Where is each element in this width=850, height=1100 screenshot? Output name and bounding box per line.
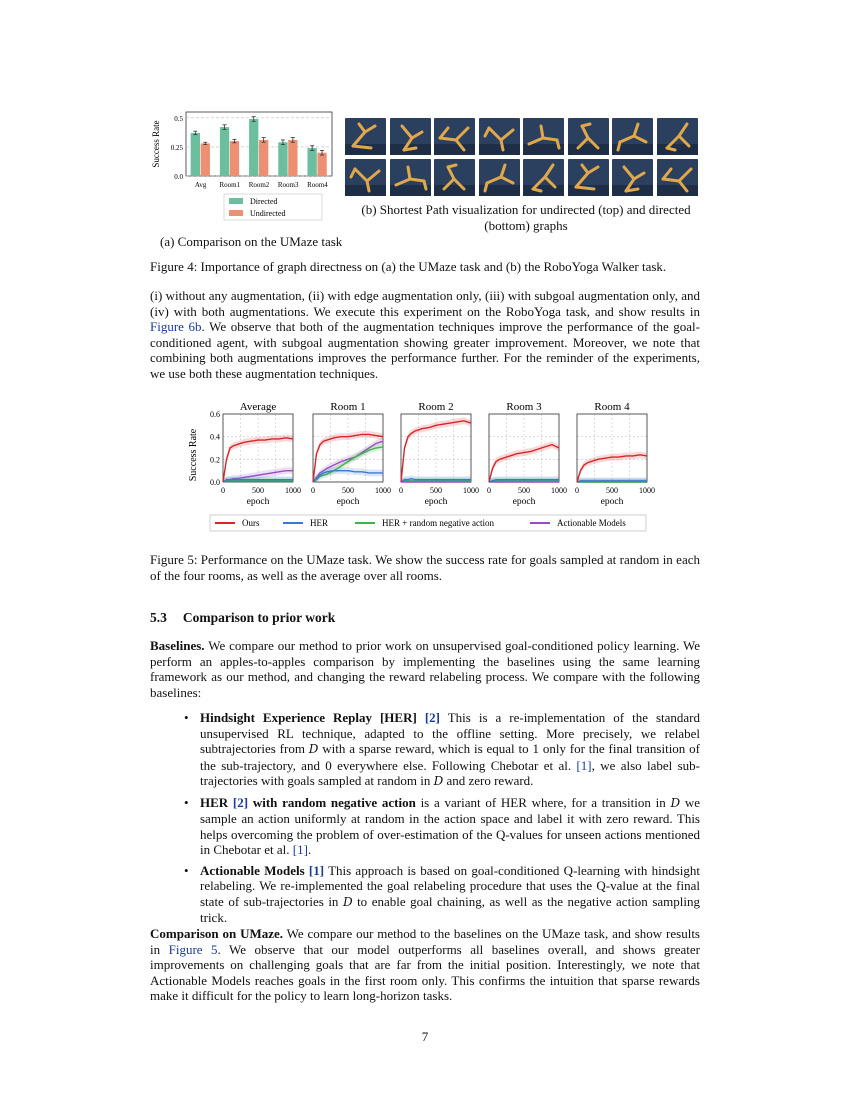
line-x-axis-label: epoch (424, 497, 448, 507)
walker-limb (353, 146, 371, 148)
dataset-symbol: D (433, 774, 444, 788)
comparison-lead: Comparison on UMaze. (150, 926, 284, 941)
ref-link-1[interactable]: [1] (576, 757, 592, 773)
bullet3-lead: Actionable Models (200, 862, 305, 878)
line-x-tick-label: 0 (311, 486, 315, 495)
comparison-text-1: We compare our method to the baselines on the UMaze task, and show results in (150, 926, 700, 957)
figure4b-caption-line2: (bottom) graphs (484, 217, 568, 233)
augmentation-paragraph (150, 288, 700, 381)
figure4a-caption: (a) Comparison on the UMaze task (160, 234, 343, 249)
line-panel-5 (575, 401, 655, 507)
walker-limb (408, 167, 410, 179)
line-panel-title: Room 3 (506, 401, 542, 413)
bar-x-tick-label: Room1 (219, 181, 241, 189)
line-x-tick-label: 500 (518, 486, 530, 495)
walker-limb (541, 126, 543, 138)
figure5-link[interactable]: Figure 5 (168, 941, 218, 957)
bar-y-tick-label: 0.0 (174, 173, 183, 181)
walker-limb (634, 124, 638, 136)
bullet2-lead-2: with random negative action (248, 794, 416, 810)
figure4b-caption (360, 202, 692, 233)
walker-limb (663, 169, 671, 179)
bar-undirected-avg (201, 143, 210, 176)
walker-figure (345, 159, 386, 196)
walker-limb (501, 165, 505, 177)
walker-frame-undirected-5 (523, 118, 564, 155)
figure4b-caption-line1: (b) Shortest Path visualization for undirected (top) and directed (361, 202, 691, 217)
figure5-caption: Figure 5: Performance on the UMaze task. We show the success rate for goals sampled at random in each of the four rooms, as well as the average over all rooms. (150, 552, 700, 583)
walker-limb (501, 177, 513, 183)
line-x-tick-label: 1000 (639, 486, 655, 495)
walker-figure (568, 118, 609, 155)
bar-x-tick-label: Room3 (277, 181, 299, 189)
baselines-lead: Baselines. (150, 638, 205, 653)
bar-x-tick-label: Room4 (307, 181, 328, 189)
walker-limb (487, 177, 501, 183)
bar-directed-avg (191, 133, 200, 176)
line-y-axis-label: Success Rate (188, 428, 199, 482)
bar-undirected-room1 (230, 141, 239, 176)
walker-limb (576, 187, 594, 189)
comparison-text-2: . We observe that our model outperforms all baselines overall, and shows greater improvements on challenging goals that are far from the initial position. Interestingly, we note that Actionable Models reaches goals in the first room only. This confirms the intuition that sparse rewards make it difficult for the policy to learn long-horizon tasks. (150, 941, 700, 1003)
walker-limb (351, 169, 355, 177)
bar-undirected-room2 (259, 140, 268, 176)
walker-floor (523, 185, 564, 196)
ref-link-2[interactable]: [2] (232, 794, 249, 810)
walker-frame-undirected-1 (345, 118, 386, 155)
walker-limb (353, 132, 365, 146)
line-x-tick-label: 500 (430, 486, 442, 495)
line-x-tick-label: 1000 (463, 486, 479, 495)
line-x-axis-label: epoch (600, 497, 624, 507)
baselines-paragraph (150, 638, 700, 700)
walker-frame-directed-1 (345, 159, 386, 196)
walker-figure (479, 118, 520, 155)
line-panel-3 (399, 401, 479, 507)
walker-frame-directed-7 (612, 159, 653, 196)
walker-floor (434, 144, 475, 155)
legend-label-3: HER + random negative action (382, 518, 495, 528)
line-x-tick-label: 1000 (375, 486, 391, 495)
walker-limb (485, 183, 487, 191)
walker-floor (657, 185, 698, 196)
line-x-tick-label: 1000 (285, 486, 301, 495)
walker-limb (402, 126, 412, 138)
walker-limb (501, 140, 503, 150)
comparison-paragraph (150, 926, 700, 1004)
walker-frame-directed-3 (434, 159, 475, 196)
walker-limb (582, 165, 588, 173)
walker-limb (440, 128, 448, 138)
walker-limb (624, 167, 634, 179)
line-x-tick-label: 500 (606, 486, 618, 495)
line-x-tick-label: 1000 (551, 486, 567, 495)
list-item-her-random (182, 795, 700, 858)
legend-label-1: Ours (242, 518, 260, 528)
walker-limb (448, 165, 456, 167)
bullet1-text-3: , we also label sub-trajectories with goals sampled at random in (200, 757, 700, 788)
figure4-caption: Figure 4: Importance of graph directness on (a) the UMaze task and (b) the RoboYoga Walker task. (150, 259, 667, 274)
walker-frame-undirected-6 (568, 118, 609, 155)
walker-floor (479, 144, 520, 155)
walker-limb (634, 136, 646, 142)
walker-limb (367, 181, 369, 191)
dataset-symbol: D (308, 742, 319, 756)
line-x-tick-label: 0 (575, 486, 579, 495)
walker-frame-undirected-8 (657, 118, 698, 155)
bullet2-text-1: is a variant of HER where, for a transition in (415, 794, 671, 810)
walker-limb (620, 136, 634, 142)
figure5-line-charts (185, 398, 655, 538)
walker-frame-directed-6 (568, 159, 609, 196)
line-panel-title: Room 1 (330, 401, 366, 413)
walker-frame-undirected-2 (390, 118, 431, 155)
legend-swatch-directed (229, 198, 243, 204)
walker-limb (412, 132, 422, 138)
walker-limb (618, 142, 620, 150)
dataset-symbol: D (342, 894, 353, 909)
line-x-tick-label: 500 (252, 486, 264, 495)
line-panel-title: Average (239, 401, 277, 413)
line-panel-title: Room 2 (418, 401, 454, 413)
walker-floor (657, 144, 698, 155)
bullet3-text-1: This approach is based on goal-conditioned Q-learning with hindsight relabeling. We re-implemented the goal relabeling procedure that uses the Q-value at the final state of sub-trajectories in (200, 862, 700, 909)
walker-frame-directed-5 (523, 159, 564, 196)
bar-undirected-room4 (317, 153, 326, 176)
section-title: Comparison to prior work (182, 610, 336, 625)
bar-directed-room3 (278, 142, 287, 176)
walker-limb (410, 179, 424, 181)
walker-limb (588, 167, 598, 173)
para1-text-after: . We observe that both of the augmentation techniques improve the performance of the goal-conditioned agent, with subgoal augmentation showing greater improvement. Moreover, we note that combining both augmentations improves the performance further. For the reminder of the experiments, we use both these augmentation techniques. (150, 319, 700, 381)
bar-y-axis-label: Success Rate (151, 120, 161, 168)
walker-figure (523, 118, 564, 155)
walker-frame-directed-4 (479, 159, 520, 196)
walker-limb (456, 128, 468, 140)
walker-limb (355, 169, 367, 181)
line-x-axis-label: epoch (336, 497, 360, 507)
walker-figure (612, 118, 653, 155)
walker-floor (345, 185, 386, 196)
figure4a-bar-chart (150, 104, 340, 224)
walker-limb (533, 189, 541, 191)
walker-limb (626, 189, 638, 191)
walker-limb (582, 124, 590, 126)
bar-y-tick-label: 0.5 (174, 114, 183, 123)
bar-directed-room4 (307, 148, 316, 176)
line-panel-title: Room 4 (594, 401, 630, 413)
walker-limb (576, 173, 588, 187)
bar-y-tick-label: 0.25 (170, 143, 183, 152)
ref-link-1[interactable]: [1] (308, 862, 325, 878)
walker-frame-undirected-3 (434, 118, 475, 155)
walker-limb (489, 128, 501, 140)
bar-x-tick-label: Avg (194, 181, 207, 189)
walker-floor (434, 185, 475, 196)
walker-limb (359, 124, 365, 132)
line-x-tick-label: 0 (221, 486, 225, 495)
walker-limb (545, 165, 553, 177)
para1-text-before: (i) without any augmentation, (ii) with edge augmentation only, (iii) with subgoal augmentation only, and (iv) with both augmentations. We execute this experiment on the RoboYoga task, and show results in (150, 288, 700, 319)
walker-limb (679, 124, 687, 136)
dataset-symbol: D (670, 795, 681, 810)
line-panel-4 (487, 401, 567, 507)
walker-figure (345, 118, 386, 155)
walker-floor (568, 185, 609, 196)
walker-limb (501, 130, 513, 140)
walker-floor (568, 144, 609, 155)
line-y-tick-label: 0.2 (210, 455, 220, 465)
walker-limb (634, 173, 644, 179)
section-heading (150, 610, 335, 626)
line-x-tick-label: 0 (399, 486, 403, 495)
bullet1-text-2: with a sparse reward, which is equal to 1 only for the final transition of the sub-trajectory, and 0 everywhere else. Following Chebotar et al. (200, 741, 700, 773)
line-y-tick-label: 0.0 (210, 478, 220, 487)
walker-limb (557, 140, 559, 148)
walker-limb (543, 138, 557, 140)
walker-figure (657, 159, 698, 196)
walker-figure (479, 159, 520, 196)
legend-label-undirected: Undirected (250, 209, 286, 218)
figure6b-link[interactable]: Figure 6b (150, 319, 202, 334)
walker-limb (667, 148, 675, 150)
walker-limb (440, 138, 456, 140)
walker-frame-undirected-4 (479, 118, 520, 155)
ref-link-1[interactable]: [1] (292, 842, 308, 857)
walker-limb (367, 171, 379, 181)
section-number: 5.3 (150, 610, 167, 625)
baselines-list (182, 710, 700, 931)
list-item-her (182, 710, 700, 790)
walker-limb (396, 179, 410, 185)
walker-shortest-path-images (345, 118, 699, 196)
walker-figure (568, 159, 609, 196)
bullet2-text-2: we sample an action uniformly at random in the action space and label it with zero reward. This helps overcoming the problem of over-estimation of the Q-values for unseen actions mentioned in Chebotar et al. (200, 794, 701, 857)
page-number: 7 (421, 1029, 429, 1044)
walker-limb (663, 179, 679, 181)
bullet2-text-3: . (307, 842, 312, 857)
line-confidence-band (401, 417, 471, 482)
walker-limb (485, 128, 489, 136)
line-y-tick-label: 0.6 (210, 410, 220, 419)
bullet2-lead-1: HER (200, 794, 233, 810)
walker-limb (529, 138, 543, 144)
walker-limb (404, 148, 416, 150)
legend-label-directed: Directed (250, 197, 278, 206)
baselines-text: We compare our method to prior work on unsupervised goal-conditioned policy learning. We perform an apples-to-apples comparison by implementing the baselines using the same learning framework as our method, and changing the reward relabeling process. We compare with the following baselines: (150, 638, 700, 700)
walker-figure (612, 159, 653, 196)
walker-limb (424, 181, 426, 189)
line-x-axis-label: epoch (512, 497, 536, 507)
bullet1-lead: Hindsight Experience Replay [HER] (200, 710, 417, 725)
bullet1-text-4: and zero reward. (443, 773, 534, 788)
bullet3-text-2: to enable goal chaining, as well as the negative action sampling trick. (200, 893, 700, 925)
walker-floor (345, 144, 386, 155)
walker-frame-undirected-7 (612, 118, 653, 155)
walker-figure (523, 159, 564, 196)
list-item-actionable (182, 863, 700, 926)
line-y-tick-label: 0.4 (210, 432, 220, 442)
line-panel-2 (311, 401, 391, 507)
legend-label-2: HER (310, 518, 328, 528)
walker-limb (448, 167, 454, 179)
line-x-axis-label: epoch (246, 497, 270, 507)
legend-swatch-undirected (229, 210, 243, 216)
walker-figure (434, 159, 475, 196)
walker-figure (390, 118, 431, 155)
walker-figure (657, 118, 698, 155)
walker-limb (582, 126, 588, 138)
bar-directed-room2 (249, 119, 258, 176)
line-panel-1 (210, 401, 301, 507)
walker-limb (365, 126, 375, 132)
walker-figure (434, 118, 475, 155)
bar-x-tick-label: Room2 (248, 181, 270, 189)
line-x-tick-label: 0 (487, 486, 491, 495)
bullet1-text-1: This is a re-implementation of the standard unsupervised RL technique, adapted to the offline setting. More precisely, we relabel subtrajectories from (200, 710, 701, 756)
walker-frame-directed-8 (657, 159, 698, 196)
walker-frame-directed-2 (390, 159, 431, 196)
ref-link-2[interactable]: [2] (424, 710, 440, 725)
legend-label-4: Actionable Models (557, 518, 626, 528)
walker-figure (390, 159, 431, 196)
bar-undirected-room3 (288, 140, 297, 176)
line-x-tick-label: 500 (342, 486, 354, 495)
bar-directed-room1 (220, 127, 229, 176)
walker-limb (679, 169, 691, 181)
